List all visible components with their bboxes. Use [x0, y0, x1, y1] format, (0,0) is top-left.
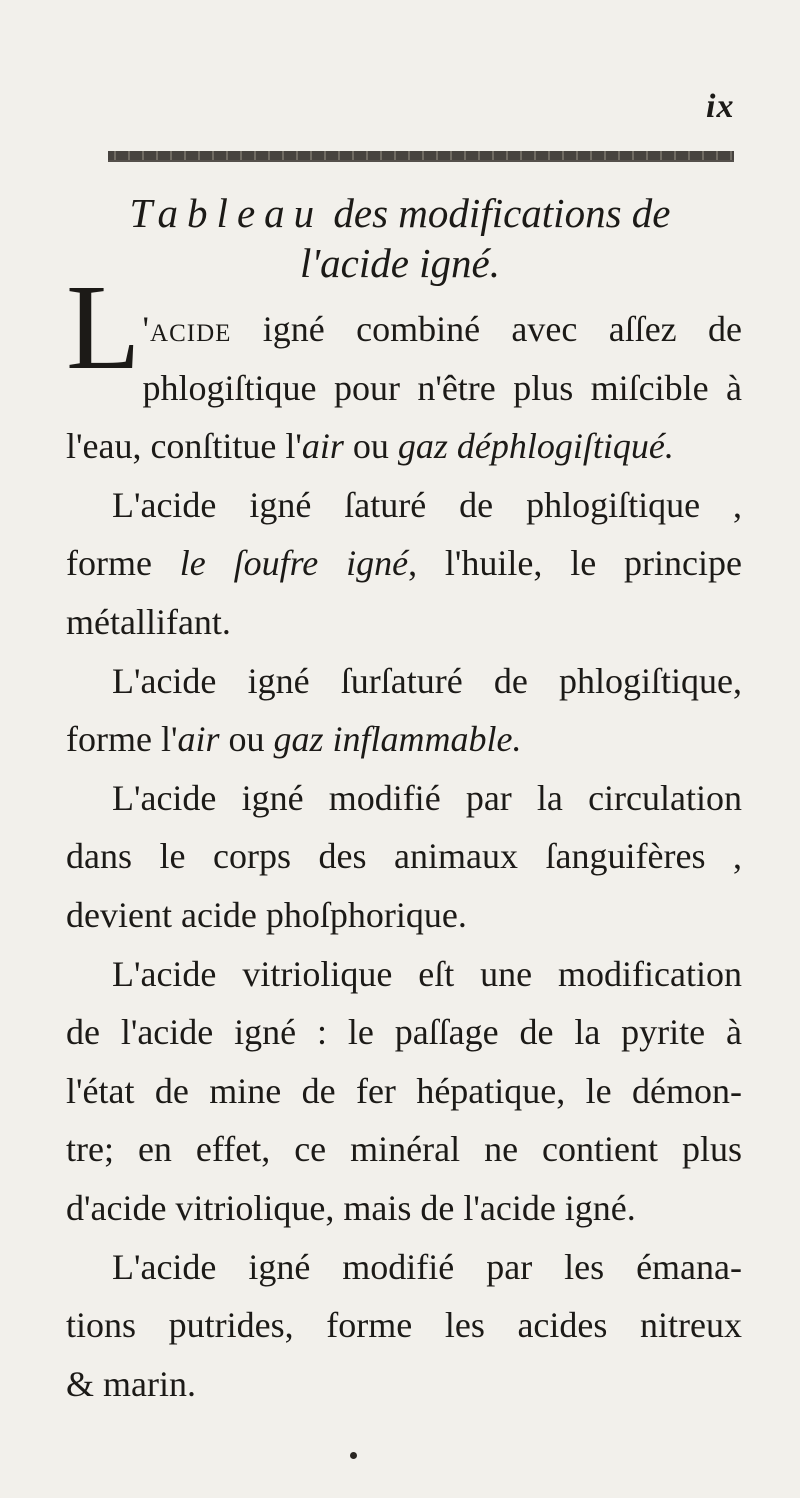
- page-number: ix: [706, 88, 735, 125]
- text-line: L'acide igné modifié par la circulation: [112, 777, 742, 818]
- paragraph-4: [66, 769, 742, 945]
- paragraph-3: [66, 652, 742, 769]
- paragraph-6: [66, 1238, 742, 1414]
- text-line: devient acide phoſphorique.: [66, 894, 467, 935]
- text-line: l'état de mine de fer hépatique, le démon-: [66, 1070, 742, 1111]
- paragraph-1: [66, 260, 742, 476]
- text-line: L'acide vitriolique eſt une modification: [112, 953, 742, 994]
- ornamental-rule: [108, 151, 734, 162]
- text-line: forme l'air ou gaz inflammable.: [66, 719, 522, 760]
- text-line: forme le ſoufre igné, l'huile, le principe: [66, 543, 742, 584]
- text-line: L'acide igné modifié par les émana-: [112, 1246, 742, 1287]
- page-title: [60, 188, 740, 288]
- ink-speck: [350, 1452, 357, 1459]
- text-line: de l'acide igné : le paſſage de la pyrite à: [66, 1012, 742, 1053]
- paragraph-2: [66, 476, 742, 652]
- text-line: phlogiſtique pour n'être plus miſcible à: [142, 367, 742, 408]
- title-line2: l'acide igné.: [299, 240, 501, 286]
- paragraph-5: [66, 945, 742, 1238]
- text-line: tre; en effet, ce minéral ne contient plus: [66, 1129, 742, 1170]
- text-line: dans le corps des animaux ſanguifères ,: [66, 836, 742, 877]
- text-line: L'acide igné ſurſaturé de phlogiſtique,: [112, 660, 742, 701]
- title-line1-rest: des modifications de: [333, 190, 671, 236]
- text-line: L'acide igné ſaturé de phlogiſtique ,: [112, 484, 742, 525]
- text-line: l'eau, conſtitue l'air ou gaz déphlogiſtiqué.: [66, 426, 674, 467]
- body-text: [66, 260, 742, 1413]
- text-line: d'acide vitriolique, mais de l'acide igné.: [66, 1187, 636, 1228]
- drop-capital: L: [66, 260, 141, 395]
- text-line: tions putrides, forme les acides nitreux: [66, 1305, 742, 1346]
- text-line: 'acide igné combiné avec aſſez de: [142, 309, 742, 349]
- text-line: & marin.: [66, 1363, 196, 1404]
- text-line: métallifant.: [66, 601, 231, 642]
- title-word-tableau: Tableau: [129, 190, 324, 236]
